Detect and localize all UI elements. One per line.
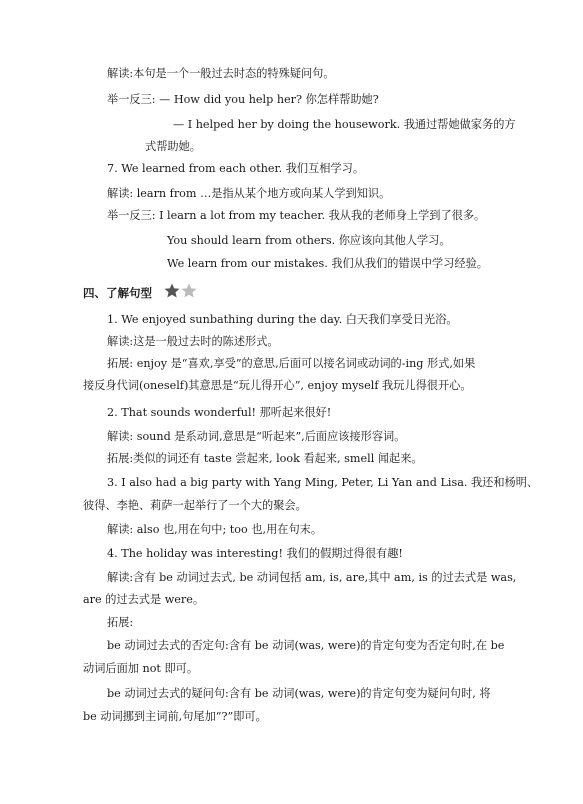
text-line: 接反身代词(oneself)其意思是“玩儿得开心”, enjoy myself 我玩儿得很开心。 — [83, 379, 472, 392]
text-line: 举一反三: — How did you help her? 你怎样帮助她? — [107, 93, 379, 106]
star-empty-icon — [182, 284, 197, 298]
text-line: 2. That sounds wonderful! 那听起来很好! — [107, 406, 332, 419]
text-line: be 动词挪到主词前,句尾加“?”即可。 — [83, 710, 267, 723]
text-line: 拓展: enjoy 是“喜欢,享受”的意思,后面可以接名词或动词的-ing 形式,如果 — [107, 357, 476, 370]
text-line: be 动词过去式的疑问句:含有 be 动词(was, were)的肯定句变为疑问句时, 将 — [107, 687, 491, 700]
text-line: 拓展: — [107, 616, 134, 629]
text-line: 解读:本句是一个一般过去时态的特殊疑问句。 — [107, 67, 335, 80]
text-line: 解读:这是一般过去时的陈述形式。 — [107, 335, 279, 348]
text-line: You should learn from others. 你应该向其他人学习。 — [167, 234, 451, 247]
text-line: are 的过去式是 were。 — [83, 593, 205, 606]
text-line: 彼得、李艳、莉萨一起举行了一个大的聚会。 — [83, 499, 307, 512]
section-heading — [83, 283, 198, 301]
text-line: 拓展:类似的词还有 taste 尝起来, look 看起来, smell 闻起来。 — [107, 452, 423, 465]
text-line: 解读: also 也,用在句中; too 也,用在句末。 — [107, 523, 323, 536]
text-line: be 动词过去式的否定句:含有 be 动词(was, were)的肯定句变为否定句时,在 be — [107, 639, 505, 652]
text-line: 3. I also had a big party with Yang Ming, Peter, Li Yan and Lisa. 我还和杨明、 — [107, 476, 539, 489]
text-line: 式帮助她。 — [145, 140, 201, 153]
text-line: 1. We enjoyed sunbathing during the day. 白天我们享受日光浴。 — [107, 313, 458, 326]
text-line: 动词后面加 not 即可。 — [83, 662, 199, 675]
section-heading-label: 四、了解句型 — [83, 286, 152, 300]
text-line: 解读:含有 be 动词过去式, be 动词包括 am, is, are,其中 am, is 的过去式是 was, — [107, 571, 517, 584]
difficulty-stars — [164, 283, 198, 299]
text-line: — I helped her by doing the housework. 我通过帮她做家务的方 — [173, 118, 516, 131]
text-line: We learn from our mistakes. 我们从我们的错误中学习经验。 — [167, 257, 488, 270]
star-filled-icon — [165, 284, 180, 298]
text-line: 举一反三: I learn a lot from my teacher. 我从我的老师身上学到了很多。 — [107, 209, 486, 222]
text-line: 解读: learn from …是指从某个地方或向某人学到知识。 — [107, 187, 391, 200]
text-line: 7. We learned from each other. 我们互相学习。 — [107, 162, 365, 175]
text-line: 解读: sound 是系动词,意思是“听起来”,后面应该接形容词。 — [107, 430, 406, 443]
text-line: 4. The holiday was interesting! 我们的假期过得很有趣! — [107, 547, 403, 560]
